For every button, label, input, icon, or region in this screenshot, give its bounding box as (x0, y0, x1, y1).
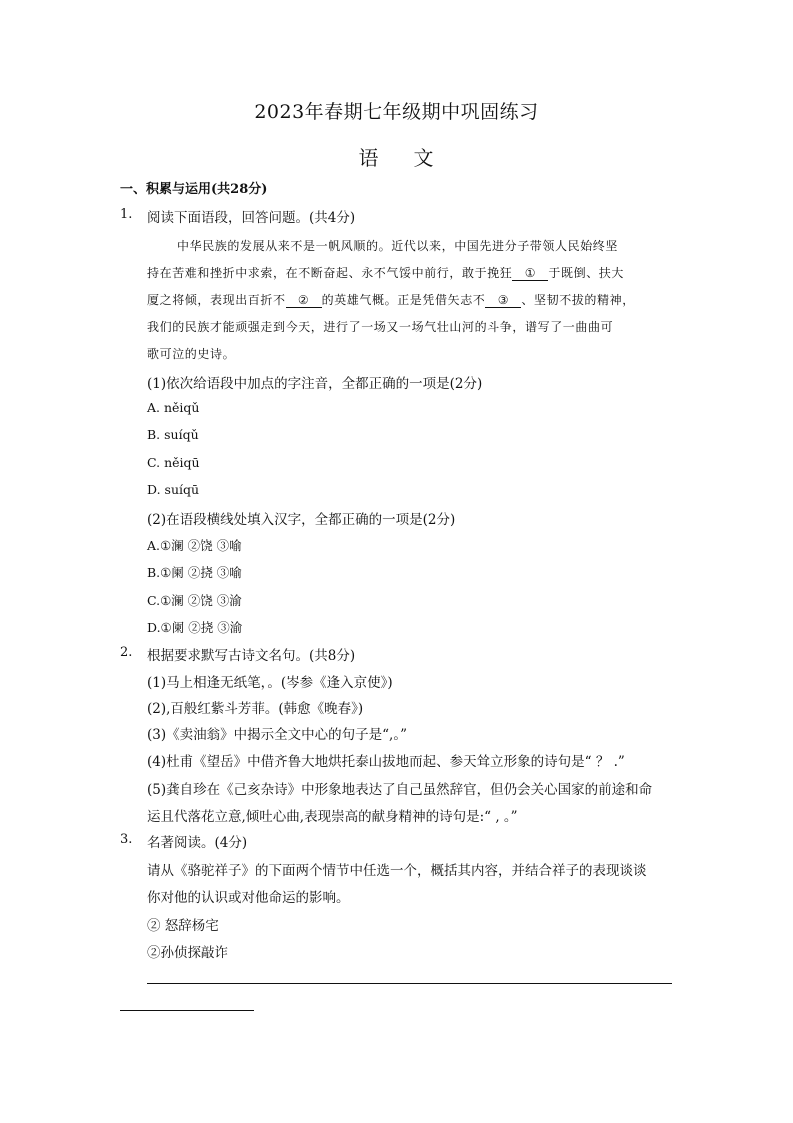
option-1c: C. něiqū (147, 455, 200, 470)
plot-choice-1: ② 怒辞杨宅 (147, 918, 219, 934)
option-2b: B.①阑 ②挠 ③喻 (147, 565, 242, 580)
answer-line-1[interactable] (147, 983, 672, 984)
recitation-item-3: (3)《卖油翁》中揭示全文中心的句子是“,。” (147, 727, 407, 743)
option-2a: A.①澜 ②饶 ③喻 (147, 538, 242, 553)
recitation-item-5: (5)龚自珍在《己亥杂诗》中形象地表达了自己虽然辞官，但仍会关心国家的前途和命 (147, 782, 653, 798)
option-2c: C.①澜 ②饶 ③渝 (147, 593, 242, 608)
passage-line-3 (147, 291, 635, 308)
question-2-number: 2. (120, 645, 133, 660)
question-3-text-2: 你对他的认识或对他命运的影响。 (147, 890, 350, 906)
blank-2: ② (286, 293, 322, 308)
question-3-prompt: 名著阅读。(4分) (147, 835, 248, 851)
option-1b: B. suíqǔ (147, 427, 199, 442)
blank-3: ③ (485, 293, 521, 308)
subject-title (0, 142, 793, 171)
passage-text: 、坚韧不拔的精神， (521, 293, 635, 307)
passage-line-1: 中华民族的发展从来不是一帆风顺的。近代以来，中国先进分子带领人民始终坚 (177, 239, 619, 253)
recitation-item-5-cont: 运且代落花立意,倾吐心曲,表现崇高的献身精神的诗句是:“ , 。” (147, 809, 518, 825)
passage-line-2 (147, 264, 624, 281)
question-2-prompt: 根据要求默写古诗文名句。(共8分) (147, 648, 356, 664)
subject-char-1: 语 (358, 146, 380, 170)
page-title: 2023年春期七年级期中巩固练习 (254, 101, 539, 123)
question-3-text-1: 请从《骆驼祥子》的下面两个情节中任选一个，概括其内容，并结合祥子的表现谈谈 (147, 863, 647, 879)
section-heading: 一、积累与运用(共28分) (120, 182, 268, 197)
subject-char-2: 文 (413, 146, 435, 170)
option-1a: A. něiqǔ (147, 400, 200, 415)
question-3-number: 3. (120, 832, 133, 847)
sub-question-2-prompt: (2)在语段横线处填入汉字，全都正确的一项是(2分) (147, 512, 456, 528)
recitation-item-4: (4)杜甫《望岳》中借齐鲁大地烘托泰山拔地而起、参天耸立形象的诗句是“ ？ .” (147, 754, 625, 770)
recitation-item-1: (1)马上相逢无纸笔，。(岑参《逢入京使》) (147, 675, 393, 691)
blank-1: ① (512, 266, 548, 281)
plot-choice-2: ②孙侦探敲诈 (147, 945, 228, 961)
recitation-item-2: (2),百般红紫斗芳菲。(韩愈《晚春》) (147, 701, 364, 717)
option-2d: D.①阑 ②挠 ③渝 (147, 620, 243, 635)
answer-line-2[interactable] (120, 1010, 254, 1011)
passage-text: 持在苦难和挫折中求索，在不断奋起、永不气馁中前行，敢于挽狂 (147, 266, 513, 280)
option-1d: D. suíqū (147, 482, 200, 497)
passage-text: 厦之将倾，表现出百折不 (147, 293, 286, 307)
passage-line-5: 歌可泣的史诗。 (147, 347, 236, 361)
sub-question-1-prompt: (1)依次给语段中加点的字注音，全都正确的一项是(2分) (147, 376, 483, 392)
passage-text: 的英雄气概。正是凭借矢志不 (321, 293, 486, 307)
passage-text: 于既倒、扶大 (548, 266, 625, 280)
passage-line-4: 我们的民族才能顽强走到今天，进行了一场又一场气壮山河的斗争，谱写了一曲曲可 (147, 320, 614, 334)
question-1-number: 1. (120, 207, 133, 222)
question-1-prompt: 阅读下面语段，回答问题。(共4分) (147, 210, 356, 226)
